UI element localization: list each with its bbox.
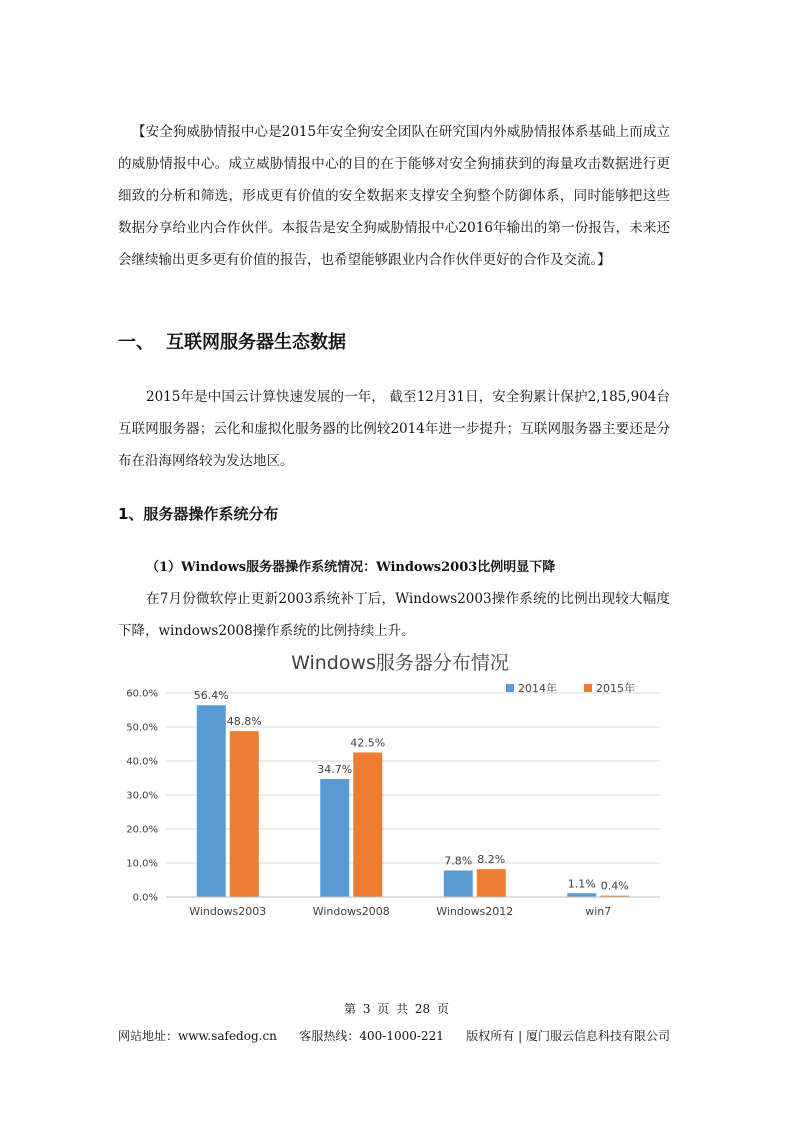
- legend-label: 2014年: [518, 682, 557, 695]
- section-body: 2015年是中国云计算快速发展的一年， 截至12月31日，安全狗累计保护2,185,904台互联网服务器；云化和虚拟化服务器的比例较2014年进一步提升；互联网服务器主要还是分布在沿海网络较为发达地区。: [118, 389, 670, 469]
- bar: [353, 753, 382, 898]
- section-title: 互联网服务器生态数据: [166, 332, 346, 353]
- intro-paragraph: 【安全狗威胁情报中心是2015年安全狗安全团队在研究国内外威胁情报体系基础上而成立的威胁情报中心。成立威胁情报中心的目的在于能够对安全狗捕获到的海量攻击数据进行更细致的分析和筛选，形成更有价值的安全数据来支撑安全狗整个防御体系，同时能够把这些数据分享给业内合作伙伴。本报告是安全狗威胁情报中心2016年输出的第一份报告，未来还会继续输出更多更有价值的报告，也希望能够跟业内合作伙伴更好的合作及交流。】: [118, 124, 670, 268]
- bar: [477, 869, 506, 897]
- data-label: 56.4%: [193, 689, 229, 703]
- x-tick-label: win7: [585, 905, 612, 918]
- bar: [444, 870, 473, 897]
- y-tick-label: 10.0%: [126, 858, 158, 870]
- x-tick-label: Windows2012: [436, 905, 514, 918]
- footer-copyright: 版权所有 | 厦门服云信息科技有限公司: [466, 1029, 670, 1043]
- data-label: 48.8%: [226, 715, 262, 729]
- chart-y-axis: [126, 689, 158, 904]
- bar: [320, 779, 349, 897]
- data-label: 1.1%: [567, 877, 596, 891]
- chart-title: Windows服务器分布情况: [291, 652, 509, 674]
- section-heading: [118, 328, 346, 354]
- subsection-heading: 1、服务器操作系统分布: [118, 505, 279, 523]
- data-label: 34.7%: [317, 763, 353, 777]
- data-label: 7.8%: [444, 854, 473, 868]
- subsubsection-heading: （1）Windows服务器操作系统情况：Windows2003比例明显下降: [146, 560, 556, 575]
- page-footer: [118, 1027, 670, 1044]
- y-tick-label: 60.0%: [126, 688, 158, 700]
- legend-swatch: [584, 684, 592, 692]
- chart-x-axis: [166, 897, 660, 918]
- chart-bars: [194, 689, 629, 897]
- y-tick-label: 40.0%: [126, 756, 158, 768]
- y-tick-label: 0.0%: [132, 892, 158, 904]
- x-tick-label: Windows2003: [189, 905, 267, 918]
- subsubsection-body: 在7月份微软停止更新2003系统补丁后，Windows2003操作系统的比例出现较大幅度下降，windows2008操作系统的比例持续上升。: [118, 591, 670, 639]
- legend-label: 2015年: [596, 682, 635, 695]
- x-tick-label: Windows2008: [312, 905, 390, 918]
- windows-server-chart: [118, 643, 670, 923]
- data-label: 8.2%: [477, 853, 506, 867]
- section-number: 一、: [118, 332, 154, 353]
- y-tick-label: 30.0%: [126, 790, 158, 802]
- y-tick-label: 50.0%: [126, 722, 158, 734]
- footer-hotline: 客服热线：400-1000-221: [299, 1029, 444, 1043]
- bar: [230, 731, 259, 897]
- footer-website: 网站地址：www.safedog.cn: [118, 1029, 277, 1043]
- data-label: 0.4%: [600, 879, 629, 893]
- bar: [567, 893, 596, 897]
- page-number: 第 3 页 共 28 页: [344, 1002, 449, 1016]
- data-label: 42.5%: [350, 736, 386, 750]
- y-tick-label: 20.0%: [126, 824, 158, 836]
- legend-swatch: [506, 684, 514, 692]
- bar: [197, 705, 226, 897]
